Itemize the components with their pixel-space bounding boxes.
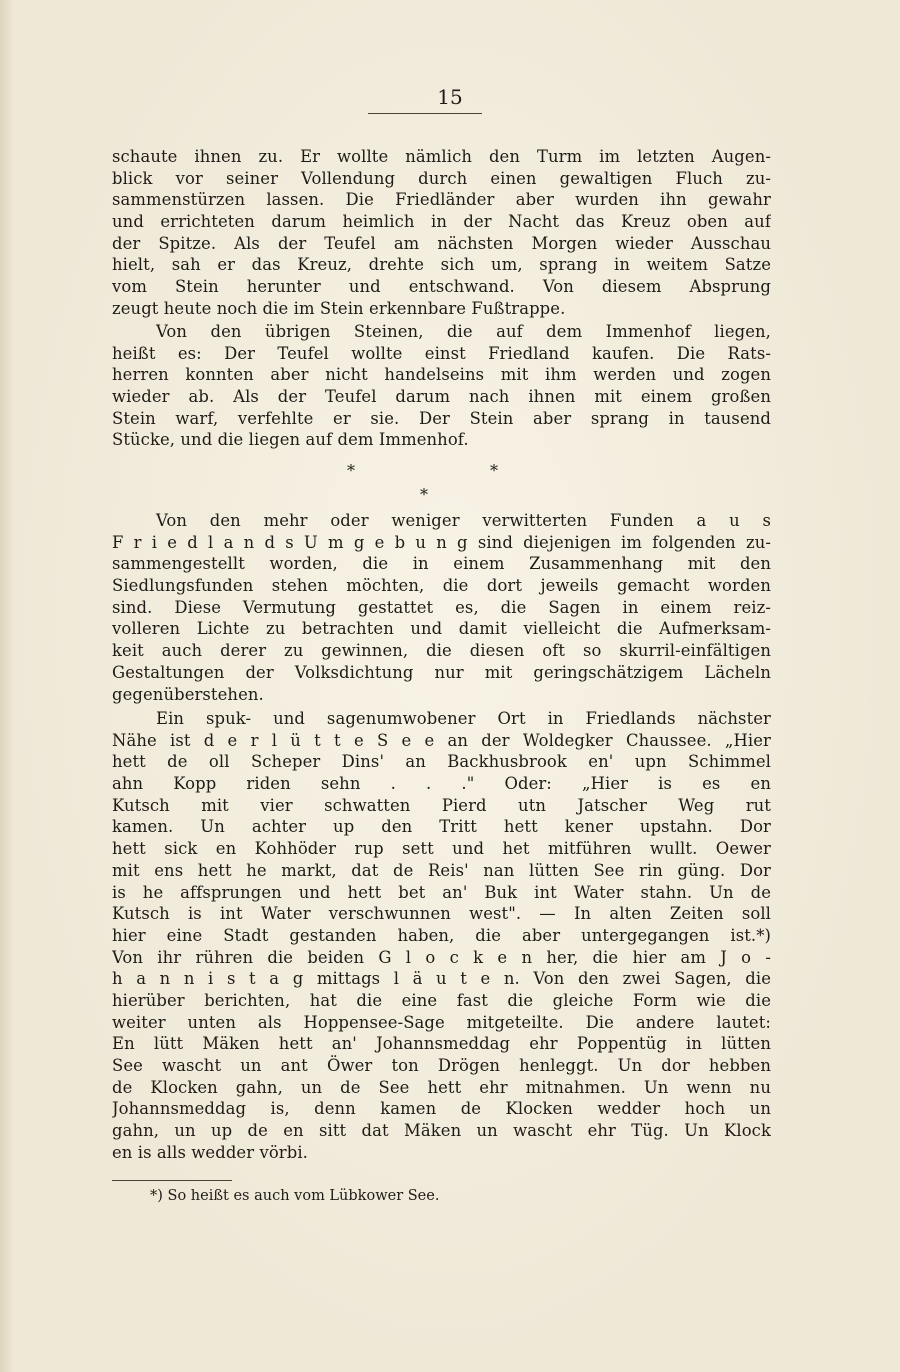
text-line: keit auch derer zu gewinnen, die diesen oft so skurril-einfältigen [112, 641, 771, 661]
text-line: Ein spuk- und sagenumwobener Ort in Friedlands nächster [156, 709, 771, 728]
text-line: hett de oll Scheper Dins' an Backhusbrook en' upn Schimmel [112, 752, 771, 772]
text-line: weiter unten als Hoppensee-Sage mitgeteilte. Die andere lautet: [112, 1012, 771, 1032]
text-line: Siedlungsfunden stehen möchten, die dort jeweils gemacht worden [112, 576, 771, 596]
paragraph-4 [112, 708, 771, 1163]
text-line: Johannsmeddag is, denn kamen de Klocken wedder hoch un [112, 1099, 771, 1119]
text-line: de Klocken gahn, un de See hett ehr mitnahmen. Un wenn nu [112, 1077, 771, 1097]
text-line: herren konnten aber nicht handelseins mit ihm werden und zogen [112, 365, 771, 385]
text-line: is he affsprungen und hett bet an' Buk int Water stahn. Un de [112, 882, 771, 902]
text-line: hett sick en Kohhöder rup sett und het mitführen wullt. Oewer [112, 839, 771, 859]
text-line: Nähe ist d e r l ü t t e S e e an der Woldegker Chaussee. „Hier [112, 730, 771, 750]
text-line: kamen. Un achter up den Tritt hett kener upstahn. Dor [112, 817, 771, 837]
text-line: h a n n i s t a g mittags l ä u t e n. Von den zwei Sagen, die [112, 969, 771, 989]
paragraph-3 [112, 510, 771, 705]
text-line: schaute ihnen zu. Er wollte nämlich den Turm im letzten Augen- [112, 147, 771, 166]
text-line: mit ens hett he markt, dat de Reis' nan lütten See rin güng. Dor [112, 860, 771, 880]
text-line: Von den mehr oder weniger verwitterten Funden a u s [156, 511, 771, 530]
text-line: blick vor seiner Vollendung durch einen gewaltigen Fluch zu- [112, 168, 771, 188]
page-number: 15 [437, 85, 463, 109]
text-line: sammenstürzen lassen. Die Friedländer aber wurden ihn gewahr [112, 190, 771, 210]
text-line: Kutsch is int Water verschwunnen west". — In alten Zeiten soll [112, 904, 771, 924]
text-line: und errichteten darum heimlich in der Nacht das Kreuz oben auf [112, 212, 771, 232]
text-line: sind. Diese Vermutung gestattet es, die Sagen in einem reiz- [112, 597, 771, 617]
footnote: *) So heißt es auch vom Lübkower See. [150, 1188, 440, 1204]
asterisk: * [490, 461, 498, 480]
text-line: Von den übrigen Steinen, die auf dem Immenhof liegen, [156, 322, 771, 341]
text-line: Von ihr rühren die beiden G l o c k e n her, die hier am J o - [112, 947, 771, 967]
asterisk: * [420, 485, 428, 504]
asterisk: * [347, 461, 355, 480]
text-line: See wascht un ant Öwer ton Drögen henleggt. Un dor hebben [112, 1056, 771, 1075]
text-line: hielt, sah er das Kreuz, drehte sich um, sprang in weitem Satze [112, 255, 771, 275]
paragraph-1 [112, 146, 771, 320]
text-line: Stein warf, verfehlte er sie. Der Stein aber sprang in tausend [112, 408, 771, 428]
text-line: En lütt Mäken hett an' Johannsmeddag ehr Poppentüg in lütten [112, 1034, 771, 1054]
text-line: Stücke, und die liegen auf dem Immenhof. [112, 430, 469, 450]
text-line: der Spitze. Als der Teufel am nächsten Morgen wieder Ausschau [112, 233, 771, 253]
text-line: gahn, un up de en sitt dat Mäken un wascht ehr Tüg. Un Klock [112, 1121, 771, 1141]
header-rule [368, 113, 482, 114]
text-line: vom Stein herunter und entschwand. Von diesem Absprung [112, 277, 771, 297]
paragraph-2 [112, 321, 771, 451]
text-line: hierüber berichten, hat die eine fast die gleiche Form wie die [112, 990, 771, 1010]
text-line: hier eine Stadt gestanden haben, die aber untergegangen ist.*) [112, 925, 771, 945]
text-line: Kutsch mit vier schwatten Pierd utn Jatscher Weg rut [112, 795, 771, 815]
text-line: gegenüberstehen. [112, 684, 264, 704]
text-line: wieder ab. Als der Teufel darum nach ihnen mit einem großen [112, 387, 771, 407]
text-line: volleren Lichte zu betrachten und damit vielleicht die Aufmerksam- [112, 619, 771, 639]
text-line: F r i e d l a n d s U m g e b u n g sind diejenigen im folgenden zu- [112, 532, 771, 552]
text-line: ahn Kopp riden sehn . . ." Oder: „Hier is es en [112, 774, 771, 794]
text-line: zeugt heute noch die im Stein erkennbare Fußtrappe. [112, 298, 566, 318]
text-line: heißt es: Der Teufel wollte einst Friedland kaufen. Die Rats- [112, 343, 771, 363]
footnote-rule [112, 1180, 232, 1181]
text-line: en is alls wedder vörbi. [112, 1142, 308, 1162]
text-line: Gestaltungen der Volksdichtung nur mit geringschätzigem Lächeln [112, 662, 771, 682]
text-line: sammengestellt worden, die in einem Zusammenhang mit den [112, 554, 771, 574]
